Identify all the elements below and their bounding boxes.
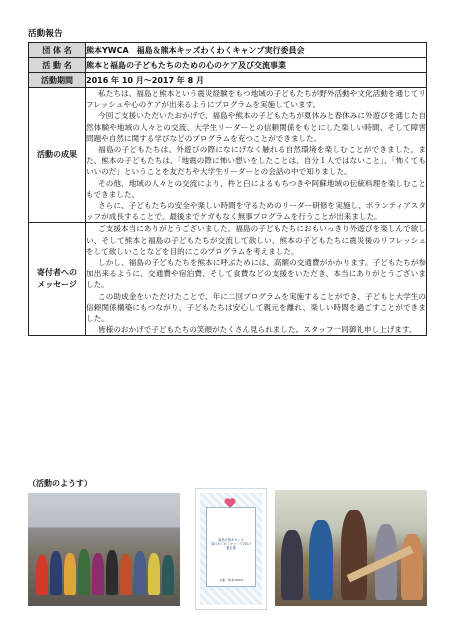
organization-row [29,43,427,58]
activity-name-label: 活 動 名 [29,58,86,73]
person-figure [50,551,62,595]
message-paragraph: しかし、福島の子どもたちを熊本に呼ぶためには、高額の交通費がかかります。子どもたちが参加出来るように、交通費や宿泊費、そして食費などの支援をいただき、本当にありがとうございました。 [86,258,426,290]
results-paragraph: さらに、子どもたちの安全や楽しい時間を守るためのリーダー研修を実施し、ボランティアスタッフが成長することで、最後までケガもなく無事プログラムを行うことが出来ました。 [86,201,426,222]
photos-heading: （活動のようす） [28,479,92,488]
activity-name-value: 熊本と福島の子どもたちのための心のケア及び交流事業 [86,58,427,73]
message-paragraph: ご支援本当にありがとうございました。福島の子どもたちにおもいっきり外遊びを楽しんで欲しい、そして熊本と福島の子どもたちが交流して欲しい、熊本の子どもたちに震災後のリフレッシュをして欲しいことなどを目的にこのプログラムを考えました。 [86,224,426,256]
results-body [86,88,427,223]
person-figure [162,555,174,595]
person-figure [78,549,90,595]
person-figure [36,555,48,595]
activity-name-row [29,58,427,73]
person-figure [148,553,160,595]
results-paragraph: 私たちは、福島と熊本という震災経験をもつ地域の子どもたちが野外活動や文化活動を通じてリフレッシュや心のケアが出来るようにプログラムを実施しています。 [86,89,426,110]
person-figure [134,551,146,595]
results-paragraph: 今回ご支援いただいたおかげで、福島や熊本の子どもたちが夏休みと春休みに外遊びを通じた自然体験や地域の人々との交流、大学生リーダーとの信頼関係をもとにした楽しい時間、そして障害問題や自然に関する学びなどのプログラムを充つことができました。 [86,111,426,143]
message-paragraph: 皆様のおかげで子どもたちの笑顔がたくさん見られました。スタッフ一同御礼申し上げます。 [98,325,417,335]
brochure-title: 福島＆熊本キッズ 春のわくわくキャンプ2017 報告書 [211,538,251,551]
brochure-footer: 主催 熊本YWCA [219,578,243,582]
brochure-image [195,488,267,610]
message-label [29,223,86,336]
person-figure [92,553,104,595]
brochure-cover [206,507,256,587]
message-label-line2: メッセージ [37,280,77,290]
results-paragraph: その他、地域の人々との交流により、杵と臼によるもちつきや阿蘇地域の伝統料理を楽しむこともできました。 [86,178,426,199]
results-row [29,88,427,223]
organization-label: 団 体 名 [29,43,86,58]
group-photo [28,493,180,606]
report-table [28,42,427,336]
results-paragraph: 福島の子どもたちは、外遊びの際になにげなく触れる自然環境を楽しむことができました。また、熊本の子どもたちは、「地震の際に怖い想いをしたことは、自分１人ではないこと」、「怖くてもいいのだ」ということを友だちや大学生リーダーとの会話の中で知りました。 [86,145,426,177]
person-figure [401,534,423,600]
person-figure [281,530,303,600]
results-label: 活動の成果 [29,88,86,223]
message-body [86,223,427,336]
activity-period-row [29,73,427,88]
person-figure [120,554,132,595]
message-paragraph: この助成金をいただけたことで、年に二回プログラムを実施することができ、子どもと大学生の信頼関係構築にもつながり、子どもたちは安心して親元を離れ、楽しい時間を過ごすことができました。 [86,291,426,324]
organization-value: 熊本YWCA 福島＆熊本キッズわくわくキャンプ実行委員会 [86,43,427,58]
person-figure [341,510,367,600]
person-figure [309,520,333,600]
activity-period-label: 活動期間 [29,73,86,88]
person-figure [106,550,118,595]
report-heading: 活動報告 [28,29,63,39]
person-figure [64,553,76,595]
message-label-line1: 寄付者への [37,268,77,278]
mochi-pounding-photo [275,490,427,606]
message-row [29,223,427,336]
activity-period-value: 2016 年 10 月～2017 年 8 月 [86,73,427,88]
